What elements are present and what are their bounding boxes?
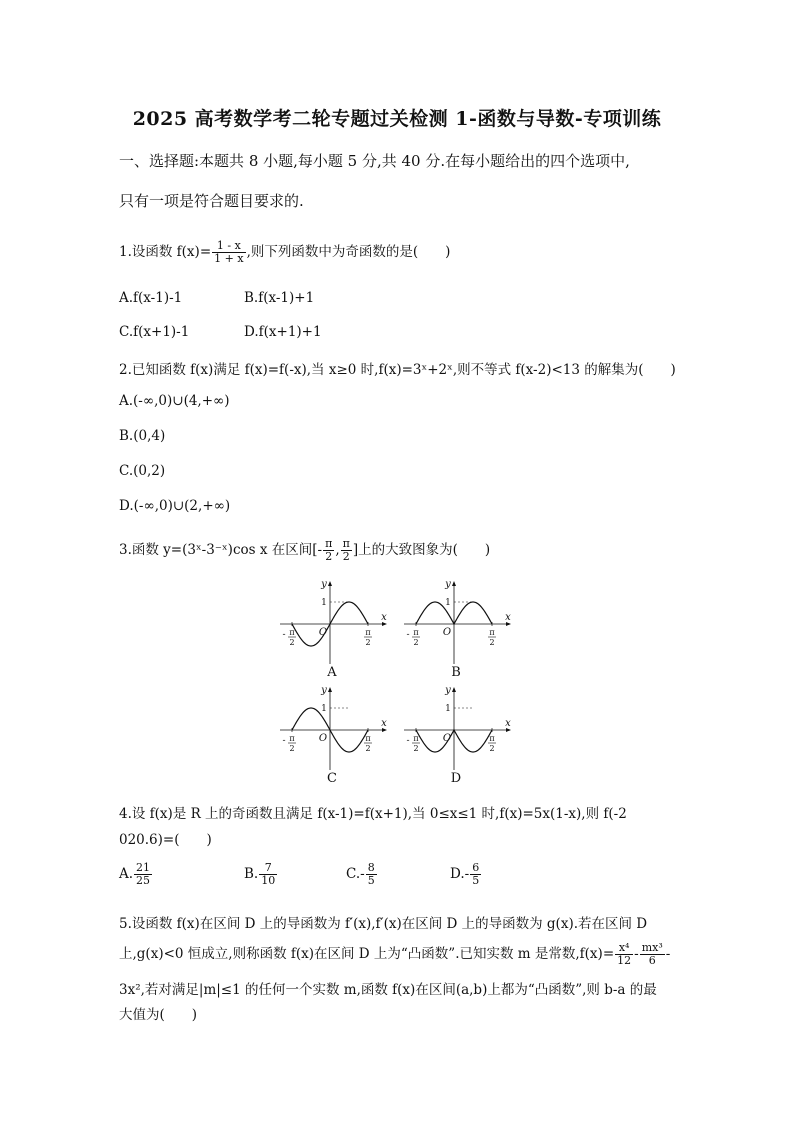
graph-b-tick-neg-den: 2	[413, 638, 419, 647]
q4-b-label: B.	[244, 866, 259, 882]
q1-option-d: D.f(x+1)+1	[244, 324, 322, 340]
graph-c-x-label: x	[381, 718, 387, 729]
graph-d-x-label: x	[505, 718, 511, 729]
q1-suffix: ,则下列函数中为奇函数的是( )	[246, 244, 451, 260]
q5-frac1-den: 12	[617, 954, 632, 967]
graph-d-one-label: 1	[445, 704, 451, 714]
graph-a-tick-neg-den: 2	[289, 638, 295, 647]
graph-b-tick-pos-den: 2	[489, 638, 495, 647]
graph-b-y-label: y	[445, 579, 451, 590]
q2-option-d: D.(-∞,0)∪(2,+∞)	[119, 498, 231, 514]
q3-fraction-2	[341, 538, 352, 563]
graph-a-y-label: y	[321, 579, 327, 590]
q5-frac2-num: mx³	[641, 941, 663, 954]
section-instructions-line1: 一、选择题:本题共 8 小题,每小题 5 分,共 40 分.在每小题给出的四个选项中,	[119, 152, 630, 170]
graph-c	[278, 684, 388, 772]
q5-frac2-den: 6	[648, 954, 656, 967]
question-5-line2	[119, 942, 670, 967]
graph-b-tick-neg-num: π	[413, 628, 419, 637]
q4-c-frac	[366, 862, 377, 887]
q4-b-frac	[259, 862, 277, 887]
graph-d-tick-neg-den: 2	[413, 744, 419, 753]
page-title: 2025 高考数学考二轮专题过关检测 1-函数与导数-专项训练	[132, 108, 662, 130]
graph-a	[278, 578, 388, 666]
q2-option-b: B.(0,4)	[119, 428, 166, 444]
q1-frac-num: 1 - x	[212, 240, 245, 253]
graph-a-x-label: x	[381, 612, 387, 623]
graph-a-y-arrow	[328, 581, 332, 586]
graph-b-x-label: x	[505, 612, 511, 623]
graph-c-y-arrow	[328, 687, 332, 692]
graph-c-origin-label: O	[318, 733, 328, 744]
graph-c-one-label: 1	[321, 704, 327, 714]
graph-c-tick-pos-den: 2	[365, 744, 371, 753]
section-instructions-line2: 只有一项是符合题目要求的.	[119, 192, 304, 210]
q4-option-c	[346, 862, 378, 887]
graph-b	[402, 578, 512, 666]
q4-d-frac	[470, 862, 481, 887]
graph-d-tick-pos-den: 2	[489, 744, 495, 753]
q3-mid: ,	[335, 542, 340, 558]
q2-option-c: C.(0,2)	[119, 463, 166, 479]
q5-frac1-num: x⁴	[615, 942, 633, 955]
graph-b-tick-neg-sign: -	[406, 630, 410, 640]
q1-frac-den: 1 + x	[214, 252, 244, 265]
graph-d-y-arrow	[452, 687, 456, 692]
q4-option-a	[119, 862, 153, 887]
q4-c-den: 5	[367, 874, 375, 887]
q3-fraction-1	[323, 538, 334, 563]
q2-option-a: A.(-∞,0)∪(4,+∞)	[119, 393, 230, 409]
question-4-line1: 4.设 f(x)是 R 上的奇函数且满足 f(x-1)=f(x+1),当 0≤x≤1 时,f(x)=5x(1-x),则 f(-2	[119, 806, 627, 822]
graph-c-tick-neg-den: 2	[289, 744, 295, 753]
q1-option-a: A.f(x-1)-1	[119, 290, 183, 306]
graph-c-tick-neg-num: π	[289, 734, 295, 743]
q3-frac2-num: π	[342, 537, 350, 550]
graph-d-tick-neg-num: π	[413, 734, 419, 743]
graph-d-label: D	[450, 771, 462, 786]
q4-c-label: C.	[346, 866, 361, 882]
q4-d-label: D.	[450, 866, 465, 882]
q5-minus: -	[634, 946, 639, 962]
graph-a-tick-pos-num: π	[365, 628, 371, 637]
q4-option-d	[450, 862, 482, 887]
q5-line2-prefix: 上,g(x)<0 恒成立,则称函数 f(x)在区间 D 上为“凸函数”.已知实数 m 是常数,f(x)=	[119, 946, 615, 962]
graph-c-tick-pos-num: π	[365, 734, 371, 743]
q4-a-frac	[134, 862, 152, 887]
q4-c-num: 8	[367, 861, 375, 874]
graph-b-origin-label: O	[442, 627, 452, 638]
graph-d-tick-pos-num: π	[489, 734, 495, 743]
q1-fraction	[212, 240, 245, 265]
q4-b-num: 7	[259, 862, 277, 875]
question-5-line4: 大值为( )	[119, 1007, 198, 1023]
q1-option-b: B.f(x-1)+1	[244, 290, 315, 306]
q4-option-b	[244, 862, 278, 887]
graph-a-tick-neg-sign: -	[282, 630, 286, 640]
graph-a-label: A	[327, 665, 337, 680]
q4-a-den: 25	[136, 874, 151, 887]
graph-a-one-label: 1	[321, 598, 327, 608]
q5-frac2	[640, 942, 665, 967]
q3-frac1-den: 2	[325, 550, 333, 563]
question-5-line3: 3x²,若对满足|m|≤1 的任何一个实数 m,函数 f(x)在区间(a,b)上都为“凸函数”,则 b-a 的最	[119, 982, 657, 998]
q4-a-num: 21	[136, 861, 151, 874]
graph-b-label: B	[451, 665, 461, 680]
graph-d-tick-neg-sign: -	[406, 736, 410, 746]
question-1-stem	[119, 240, 450, 265]
graph-a-tick-pos-den: 2	[365, 638, 371, 647]
question-3-stem	[119, 538, 490, 563]
q3-suffix: ]上的大致图象为( )	[352, 542, 491, 558]
q4-d-den: 5	[472, 874, 480, 887]
q1-option-c: C.f(x+1)-1	[119, 324, 190, 340]
q5-frac1	[615, 942, 633, 967]
graph-c-y-label: y	[321, 685, 327, 696]
q3-frac2-den: 2	[342, 550, 350, 563]
q1-prefix: 1.设函数 f(x)=	[119, 244, 212, 260]
question-2-stem: 2.已知函数 f(x)满足 f(x)=f(-x),当 x≥0 时,f(x)=3ˣ+2ˣ,则不等式 f(x-2)<13 的解集为( )	[119, 362, 676, 378]
q4-d-num: 6	[472, 861, 480, 874]
graph-c-label: C	[327, 771, 337, 786]
graph-a-origin-label: O	[318, 627, 328, 638]
q3-frac1-num: π	[325, 537, 333, 550]
graph-d	[402, 684, 512, 772]
q5-line2-suffix: -	[665, 946, 671, 962]
question-4-line2: 020.6)=( )	[119, 832, 212, 848]
q3-prefix: 3.函数 y=(3ˣ-3⁻ˣ)cos x 在区间[-	[119, 542, 323, 558]
graph-a-tick-neg-num: π	[289, 628, 295, 637]
graph-d-y-label: y	[445, 685, 451, 696]
q4-d-sign: -	[464, 866, 470, 882]
q4-b-den: 10	[261, 874, 276, 887]
graph-b-tick-pos-num: π	[489, 628, 495, 637]
graph-d-origin-label: O	[442, 733, 452, 744]
q4-c-sign: -	[360, 866, 365, 882]
graph-b-y-arrow	[452, 581, 456, 586]
q4-a-label: A.	[119, 866, 134, 882]
question-5-line1: 5.设函数 f(x)在区间 D 上的导函数为 f′(x),f′(x)在区间 D 上的导函数为 g(x).若在区间 D	[119, 916, 648, 932]
graph-c-tick-neg-sign: -	[282, 736, 286, 746]
graph-b-one-label: 1	[445, 598, 451, 608]
